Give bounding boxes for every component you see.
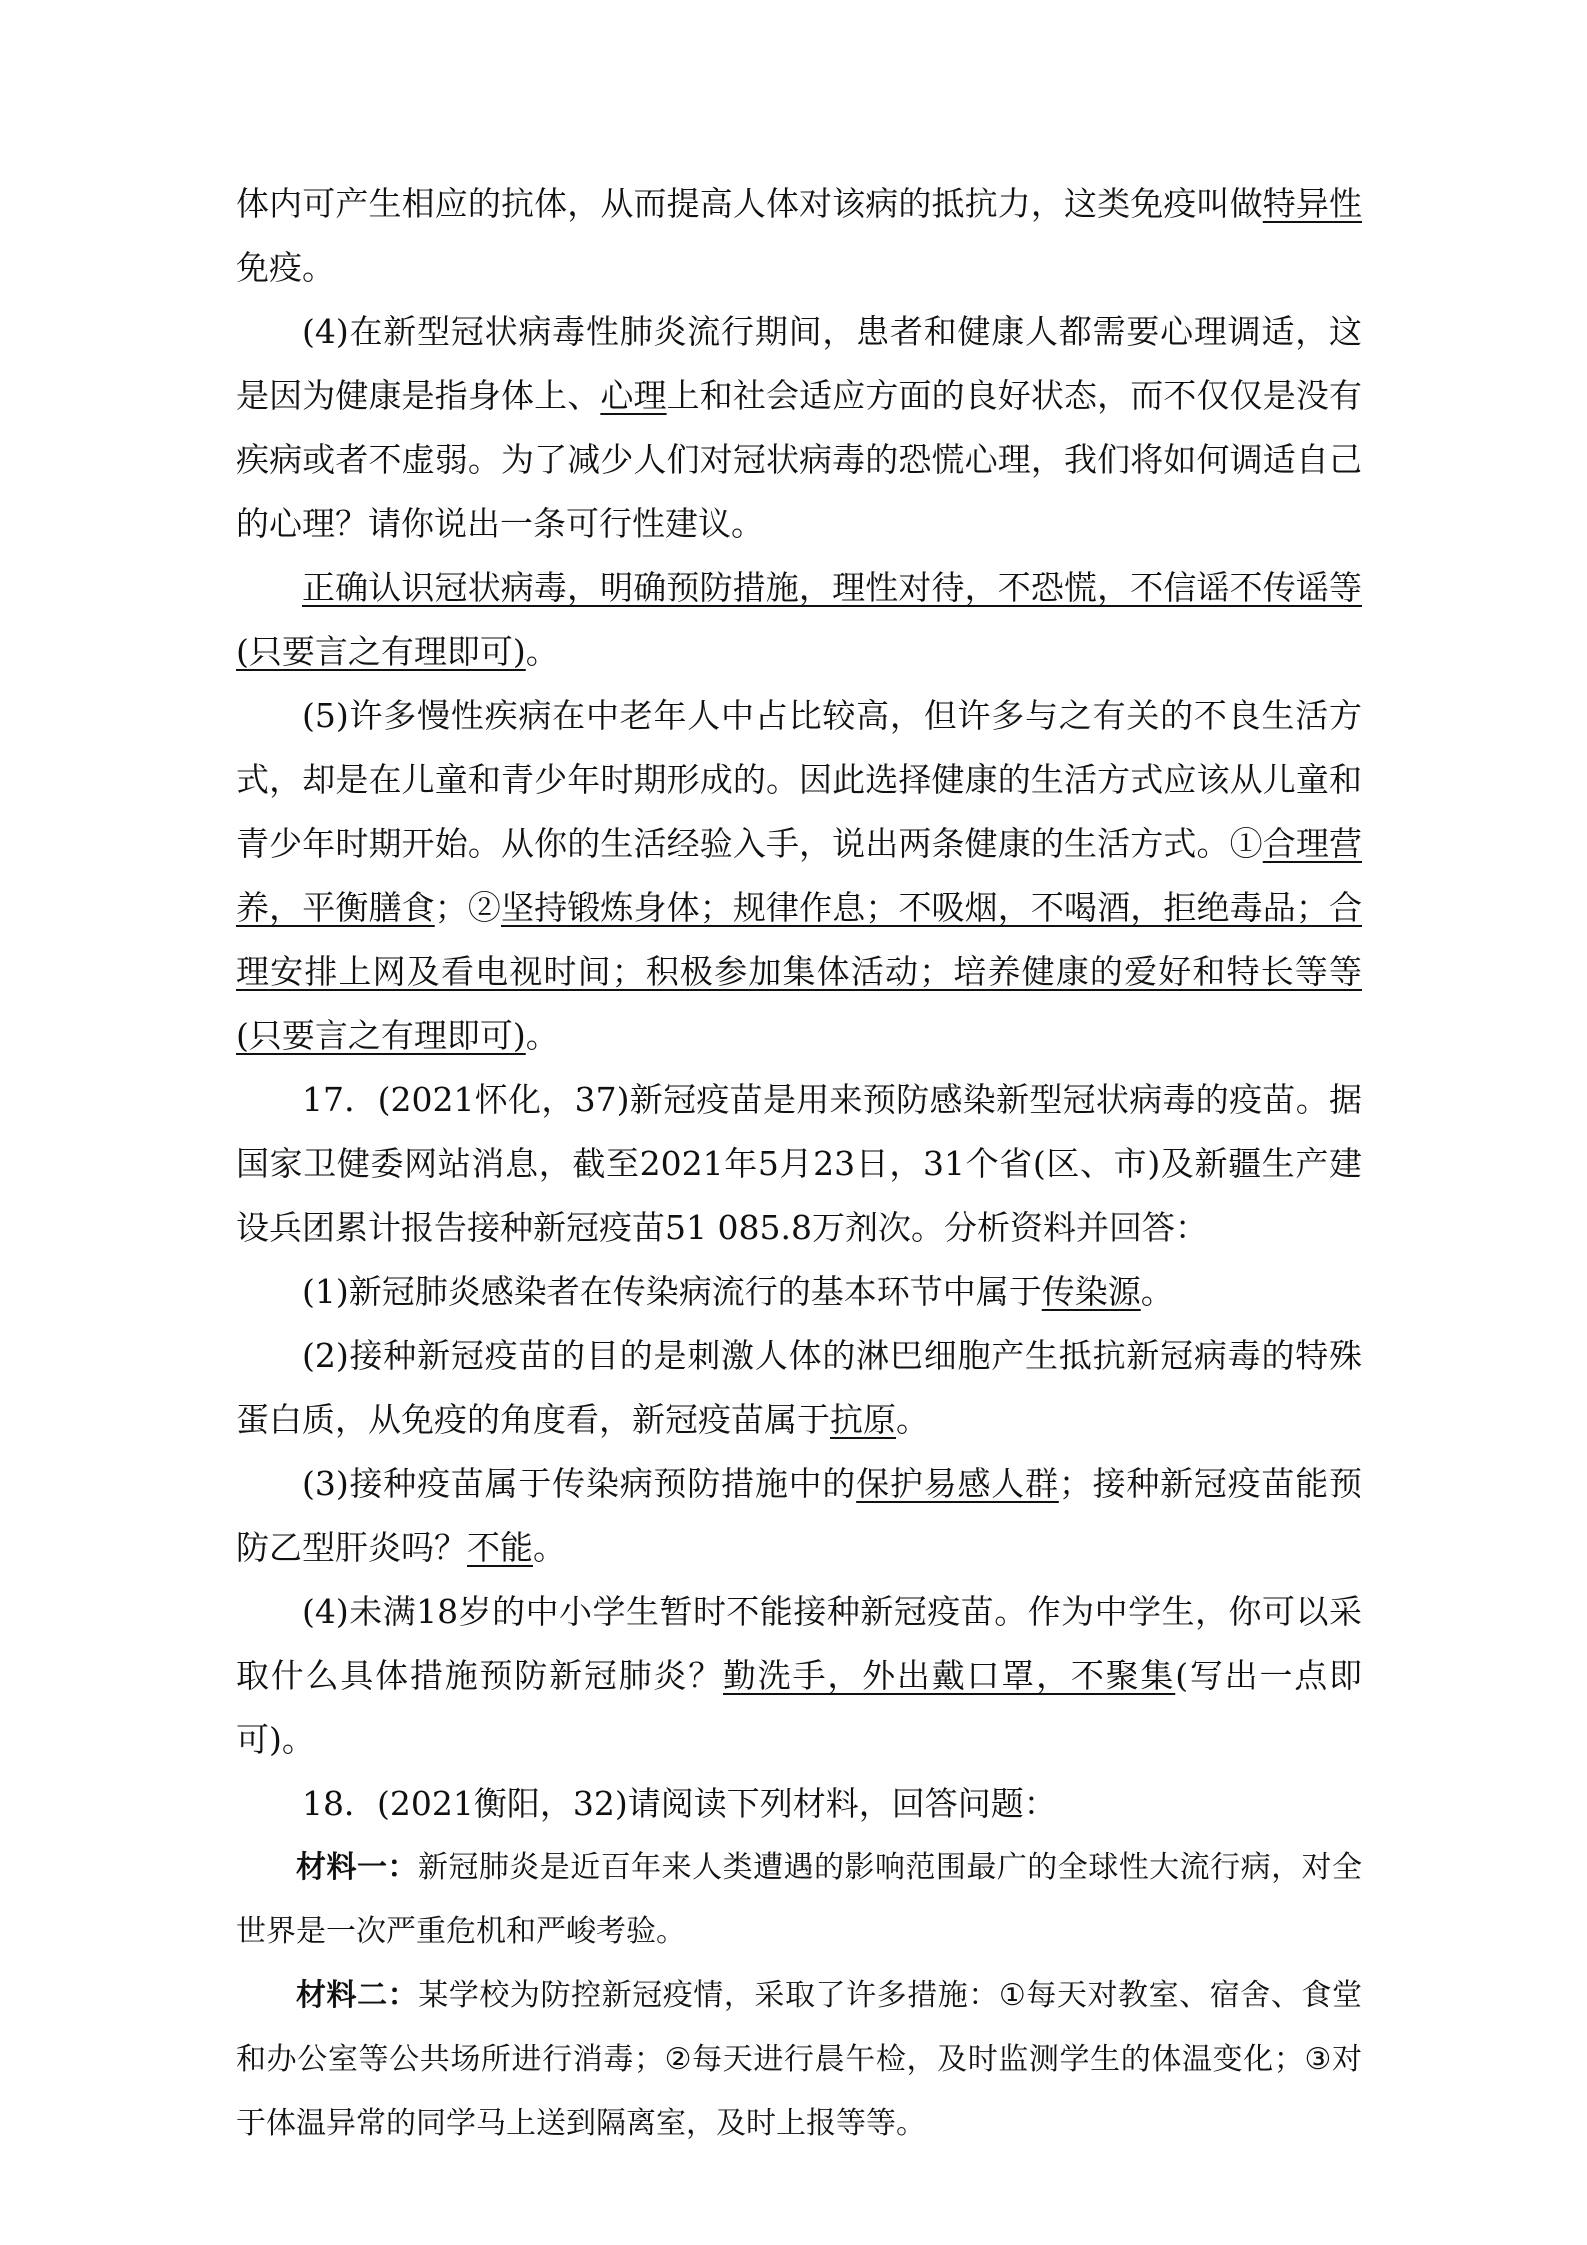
- question-17-2: [236, 1324, 1362, 1452]
- answer-mental: 心理: [600, 376, 667, 415]
- text-segment: (5)许多慢性疾病在中老年人中占比较高，但许多与之有关的不良生活方式，却是在儿童和青少年时期形成的。因此选择健康的生活方式应该从儿童和青少年时期开始。从你的生活经验入手，说出两条健康的生活方式。①: [236, 696, 1362, 863]
- answer-protect-susceptible: 保护易感人群: [856, 1464, 1059, 1503]
- material-one-label: 材料一：: [296, 1850, 418, 1885]
- text-segment: 。: [533, 1528, 566, 1567]
- text-segment: 。: [896, 1400, 929, 1439]
- text-segment: (1)新冠肺炎感染者在传染病流行的基本环节中属于: [302, 1272, 1042, 1311]
- text-segment: 免疫。: [236, 248, 335, 287]
- answer-specific-immunity: 特异性: [1262, 184, 1363, 223]
- question-18-stem: 18．(2021衡阳，32)请阅读下列材料，回答问题：: [302, 1784, 1057, 1823]
- text-segment: ；②: [434, 888, 501, 927]
- text-segment: 上和社会适应方面的良好状态，而不仅仅是没有疾病或者不虚弱。为了减少人们对冠状病毒的恐慌心理，我们将如何调适自己的心理？请你说出一条可行性建议。: [236, 376, 1363, 543]
- material-two-label: 材料二：: [296, 1978, 419, 2013]
- material-two: [236, 1964, 1362, 2156]
- answer-lifestyle-1: 合理营养，平衡膳食: [236, 824, 1363, 927]
- text-segment: (2)接种新冠疫苗的目的是刺激人体的淋巴细胞产生抵抗新冠病毒的特殊蛋白质，从免疫的角度看，新冠疫苗属于: [236, 1336, 1362, 1439]
- question-5-lifestyle: [236, 684, 1362, 1068]
- document-page: [236, 172, 1362, 2156]
- question-17-1: [236, 1260, 1362, 1324]
- question-17-stem: 17．(2021怀化，37)新冠疫苗是用来预防感染新型冠状病毒的疫苗。据国家卫健委网站消息，截至2021年5月23日，31个省(区、市)及新疆生产建设兵团累计报告接种新冠疫苗51 085.8万剂次。分析资料并回答：: [236, 1080, 1362, 1247]
- question-17-4: [236, 1580, 1362, 1772]
- paragraph-immunity-continuation: [236, 172, 1362, 300]
- answer-prevention-measures: 勤洗手，外出戴口罩，不聚集: [723, 1656, 1176, 1695]
- text-segment: ；接种新冠疫苗能预防乙型肝炎吗？: [236, 1464, 1363, 1567]
- material-one: [236, 1836, 1362, 1964]
- answer-lifestyle-2: 坚持锻炼身体；规律作息；不吸烟，不喝酒，拒绝毒品；合理安排上网及看电视时间；积极参加集体活动；培养健康的爱好和特长等等(只要言之有理即可): [236, 888, 1363, 1055]
- text-segment: 体内可产生相应的抗体，从而提高人体对该病的抵抗力，这类免疫叫做: [236, 184, 1263, 223]
- question-17-3: [236, 1452, 1362, 1580]
- text-segment: 。: [525, 632, 559, 671]
- material-two-text: 某学校为防控新冠疫情，采取了许多措施：①每天对教室、宿舍、食堂和办公室等公共场所进行消毒；②每天进行晨午检，及时监测学生的体温变化；③对于体温异常的同学马上送到隔离室，及时上报等等。: [236, 1978, 1362, 2141]
- answer-4-suggestion: [236, 556, 1362, 684]
- text-segment: (4)未满18岁的中小学生暂时不能接种新冠疫苗。作为中学生，你可以采取什么具体措施预防新冠肺炎？: [236, 1592, 1362, 1695]
- question-4-mental-health: [236, 300, 1362, 556]
- answer-antigen: 抗原: [830, 1400, 896, 1439]
- text-segment: (3)接种疫苗属于传染病预防措施中的: [302, 1464, 857, 1503]
- answer-cannot: 不能: [467, 1528, 533, 1567]
- text-segment: 。: [525, 1016, 559, 1055]
- text-segment: 。: [1140, 1272, 1174, 1311]
- answer-infection-source: 传染源: [1041, 1272, 1141, 1311]
- text-segment: (写出一点即可)。: [236, 1656, 1363, 1759]
- text-segment: (4)在新型冠状病毒性肺炎流行期间，患者和健康人都需要心理调适，这是因为健康是指身体上、: [236, 312, 1362, 415]
- material-one-text: 新冠肺炎是近百年来人类遭遇的影响范围最广的全球性大流行病，对全世界是一次严重危机和严峻考验。: [236, 1850, 1363, 1949]
- answer-suggestion: 正确认识冠状病毒，明确预防措施，理性对待，不恐慌，不信谣不传谣等(只要言之有理即可): [236, 568, 1362, 671]
